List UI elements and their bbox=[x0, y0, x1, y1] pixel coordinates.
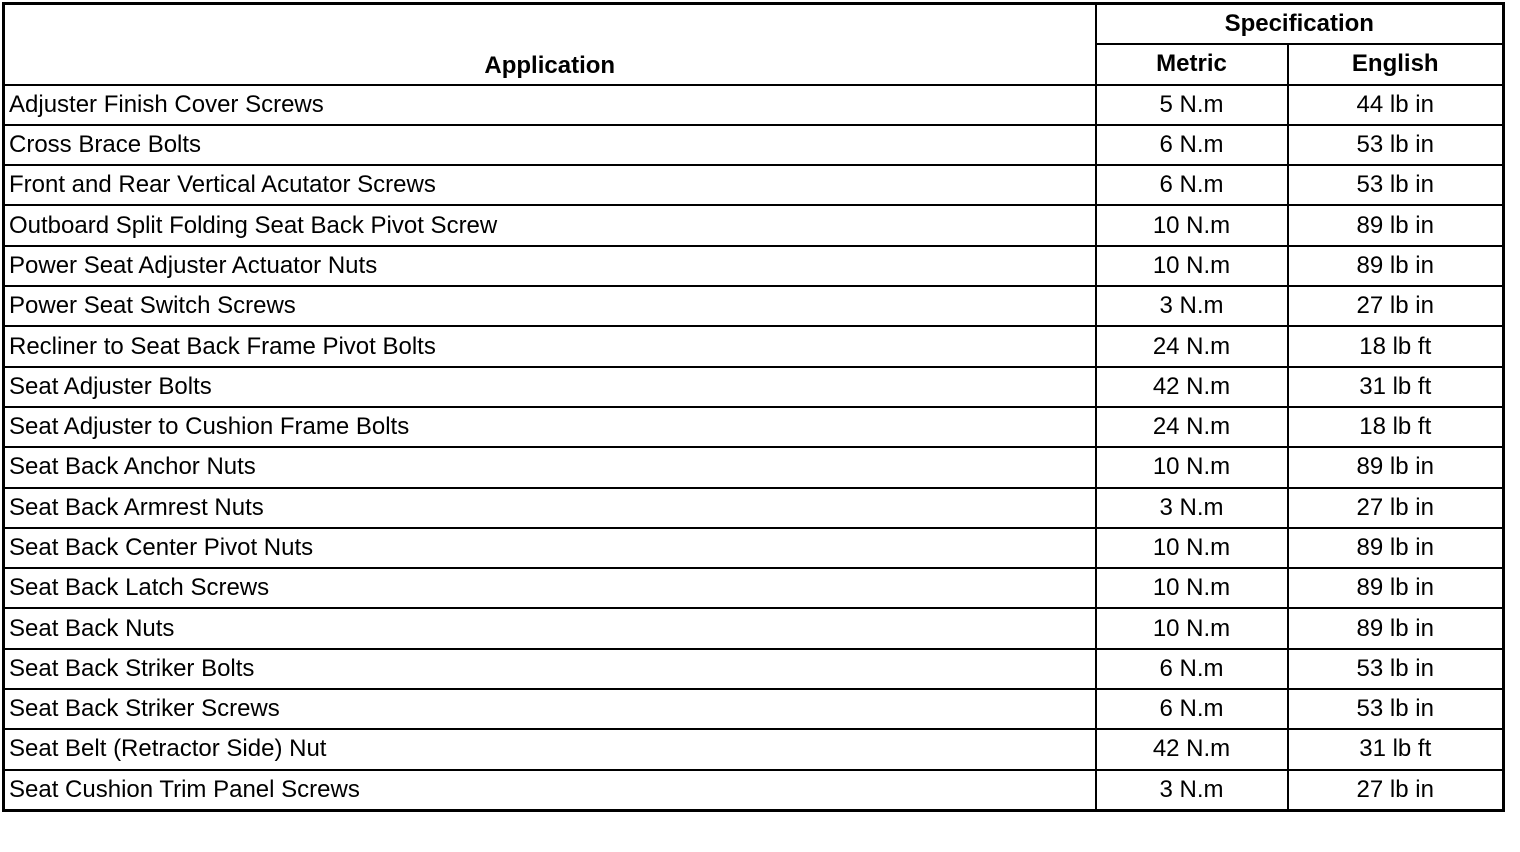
english-value-cell: 18 lb ft bbox=[1288, 326, 1504, 366]
english-value-cell: 89 lb in bbox=[1288, 447, 1504, 487]
english-value-cell: 89 lb in bbox=[1288, 246, 1504, 286]
table-row bbox=[4, 488, 1504, 528]
application-cell: Seat Back Latch Screws bbox=[4, 568, 1096, 608]
header-row-top bbox=[4, 4, 1504, 45]
application-cell: Recliner to Seat Back Frame Pivot Bolts bbox=[4, 326, 1096, 366]
metric-value-cell: 10 N.m bbox=[1096, 528, 1288, 568]
metric-value-cell: 24 N.m bbox=[1096, 326, 1288, 366]
metric-value-cell: 5 N.m bbox=[1096, 85, 1288, 125]
table-row bbox=[4, 568, 1504, 608]
metric-value-cell: 10 N.m bbox=[1096, 246, 1288, 286]
application-cell: Seat Adjuster Bolts bbox=[4, 367, 1096, 407]
english-value-cell: 53 lb in bbox=[1288, 649, 1504, 689]
table-row bbox=[4, 246, 1504, 286]
table-row bbox=[4, 447, 1504, 487]
table-row bbox=[4, 125, 1504, 165]
table-header bbox=[4, 4, 1504, 85]
table-body bbox=[4, 85, 1504, 811]
english-value-cell: 89 lb in bbox=[1288, 568, 1504, 608]
application-cell: Seat Back Striker Bolts bbox=[4, 649, 1096, 689]
metric-value-cell: 10 N.m bbox=[1096, 205, 1288, 245]
metric-value-cell: 3 N.m bbox=[1096, 286, 1288, 326]
metric-value-cell: 6 N.m bbox=[1096, 125, 1288, 165]
english-value-cell: 27 lb in bbox=[1288, 286, 1504, 326]
metric-value-cell: 10 N.m bbox=[1096, 568, 1288, 608]
metric-value-cell: 24 N.m bbox=[1096, 407, 1288, 447]
application-column-header: Application bbox=[4, 4, 1096, 85]
english-value-cell: 53 lb in bbox=[1288, 689, 1504, 729]
metric-value-cell: 42 N.m bbox=[1096, 367, 1288, 407]
table-row bbox=[4, 407, 1504, 447]
english-value-cell: 89 lb in bbox=[1288, 205, 1504, 245]
table-row bbox=[4, 729, 1504, 769]
english-column-header: English bbox=[1288, 44, 1504, 84]
application-cell: Seat Back Nuts bbox=[4, 608, 1096, 648]
table-row bbox=[4, 205, 1504, 245]
english-value-cell: 31 lb ft bbox=[1288, 367, 1504, 407]
application-cell: Seat Adjuster to Cushion Frame Bolts bbox=[4, 407, 1096, 447]
metric-value-cell: 3 N.m bbox=[1096, 770, 1288, 811]
table-row bbox=[4, 165, 1504, 205]
application-cell: Seat Back Striker Screws bbox=[4, 689, 1096, 729]
application-cell: Seat Back Anchor Nuts bbox=[4, 447, 1096, 487]
metric-value-cell: 3 N.m bbox=[1096, 488, 1288, 528]
application-cell: Cross Brace Bolts bbox=[4, 125, 1096, 165]
english-value-cell: 31 lb ft bbox=[1288, 729, 1504, 769]
metric-value-cell: 6 N.m bbox=[1096, 649, 1288, 689]
english-value-cell: 18 lb ft bbox=[1288, 407, 1504, 447]
table-row bbox=[4, 286, 1504, 326]
application-cell: Seat Back Center Pivot Nuts bbox=[4, 528, 1096, 568]
application-cell: Front and Rear Vertical Acutator Screws bbox=[4, 165, 1096, 205]
english-value-cell: 89 lb in bbox=[1288, 528, 1504, 568]
metric-value-cell: 10 N.m bbox=[1096, 447, 1288, 487]
english-value-cell: 89 lb in bbox=[1288, 608, 1504, 648]
table-row bbox=[4, 326, 1504, 366]
fastener-spec-table bbox=[2, 2, 1505, 812]
application-cell: Power Seat Adjuster Actuator Nuts bbox=[4, 246, 1096, 286]
metric-value-cell: 42 N.m bbox=[1096, 729, 1288, 769]
table-row bbox=[4, 528, 1504, 568]
english-value-cell: 44 lb in bbox=[1288, 85, 1504, 125]
english-value-cell: 27 lb in bbox=[1288, 770, 1504, 811]
table-row bbox=[4, 689, 1504, 729]
application-cell: Adjuster Finish Cover Screws bbox=[4, 85, 1096, 125]
application-cell: Power Seat Switch Screws bbox=[4, 286, 1096, 326]
metric-value-cell: 6 N.m bbox=[1096, 689, 1288, 729]
application-cell: Seat Belt (Retractor Side) Nut bbox=[4, 729, 1096, 769]
english-value-cell: 53 lb in bbox=[1288, 125, 1504, 165]
table-row bbox=[4, 85, 1504, 125]
application-cell: Outboard Split Folding Seat Back Pivot Screw bbox=[4, 205, 1096, 245]
application-cell: Seat Back Armrest Nuts bbox=[4, 488, 1096, 528]
table-row bbox=[4, 367, 1504, 407]
table-row bbox=[4, 649, 1504, 689]
metric-column-header: Metric bbox=[1096, 44, 1288, 84]
application-cell: Seat Cushion Trim Panel Screws bbox=[4, 770, 1096, 811]
metric-value-cell: 6 N.m bbox=[1096, 165, 1288, 205]
table-row bbox=[4, 608, 1504, 648]
english-value-cell: 53 lb in bbox=[1288, 165, 1504, 205]
english-value-cell: 27 lb in bbox=[1288, 488, 1504, 528]
table-row bbox=[4, 770, 1504, 811]
metric-value-cell: 10 N.m bbox=[1096, 608, 1288, 648]
specification-column-header: Specification bbox=[1096, 4, 1504, 45]
